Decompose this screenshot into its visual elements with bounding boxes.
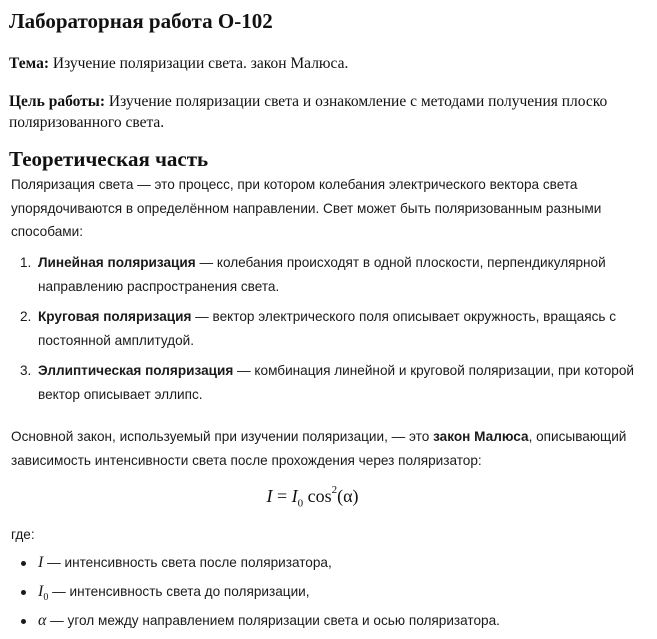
bullet-icon [21, 619, 26, 624]
definition-text: — интенсивность света до поляризации, [48, 584, 310, 599]
definition-symbol [38, 583, 49, 604]
law-before: Основной закон, используемый при изучении поляризации, — это [11, 429, 434, 444]
list-desc: — комбинация линейной и круговой поляризации, при которой вектор описывает эллипс. [38, 363, 634, 402]
malus-law-paragraph [11, 425, 641, 472]
definitions-list [11, 552, 641, 639]
list-item [11, 552, 641, 581]
list-item [11, 305, 641, 352]
list-number: 2. [20, 309, 32, 324]
list-term: Линейная поляризация [38, 255, 196, 270]
theory-heading: Теоретическая часть [9, 147, 209, 171]
goal-text: Изучение поляризации света и ознакомление с методами получения плоско поляризованного света. [9, 93, 608, 131]
list-desc: — вектор электрического поля описывает окружность, вращаясь с постоянной амплитудой. [38, 309, 617, 348]
where-label: где: [11, 527, 35, 542]
definition-symbol: α [38, 612, 47, 629]
topic-line [9, 53, 649, 74]
law-name: закон Малюса [433, 429, 529, 444]
formula-cos-sup: 2 [331, 484, 338, 496]
definition-symbol-base: I [38, 583, 44, 600]
list-item [11, 581, 641, 610]
goal-label: Цель работы: [9, 93, 106, 110]
definition-text: — интенсивность света после поляризатора, [43, 555, 332, 570]
topic-label: Тема: [9, 55, 49, 72]
law-after: , описывающий зависимость интенсивности света после прохождения через поляризатор: [11, 429, 627, 468]
list-term: Круговая поляризация [38, 309, 192, 324]
goal-line [9, 91, 649, 133]
definition-symbol: I [38, 554, 44, 571]
list-term: Эллиптическая поляризация [38, 363, 234, 378]
formula-equals: = [272, 486, 292, 506]
list-desc: — колебания происходят в одной плоскости, перпендикулярной направлению распространения света. [38, 255, 606, 294]
formula-arg: (α) [337, 486, 359, 506]
bullet-icon [21, 561, 26, 566]
list-item [11, 359, 641, 406]
bullet-icon [21, 590, 26, 595]
list-number: 1. [20, 255, 32, 270]
malus-formula [0, 478, 625, 518]
definition-symbol-sub: 0 [43, 592, 49, 604]
list-item [11, 610, 641, 639]
list-number: 3. [20, 363, 32, 378]
definition-text: — угол между направлением поляризации света и осью поляризатора. [46, 613, 500, 628]
formula-i0: I [291, 486, 298, 506]
page-title: Лабораторная работа О-102 [9, 9, 273, 33]
polarization-types-list [11, 251, 641, 413]
formula-lhs: I [266, 486, 273, 506]
intro-paragraph: Поляризация света — это процесс, при котором колебания электрического вектора света упорядочиваются в определённом направлении. Свет может быть поляризованным разными способами: [11, 177, 602, 239]
list-item [11, 251, 641, 298]
topic-text: Изучение поляризации света. закон Малюса. [52, 55, 349, 72]
formula-i0-sub: 0 [297, 497, 304, 510]
formula-cos: cos [303, 486, 332, 506]
